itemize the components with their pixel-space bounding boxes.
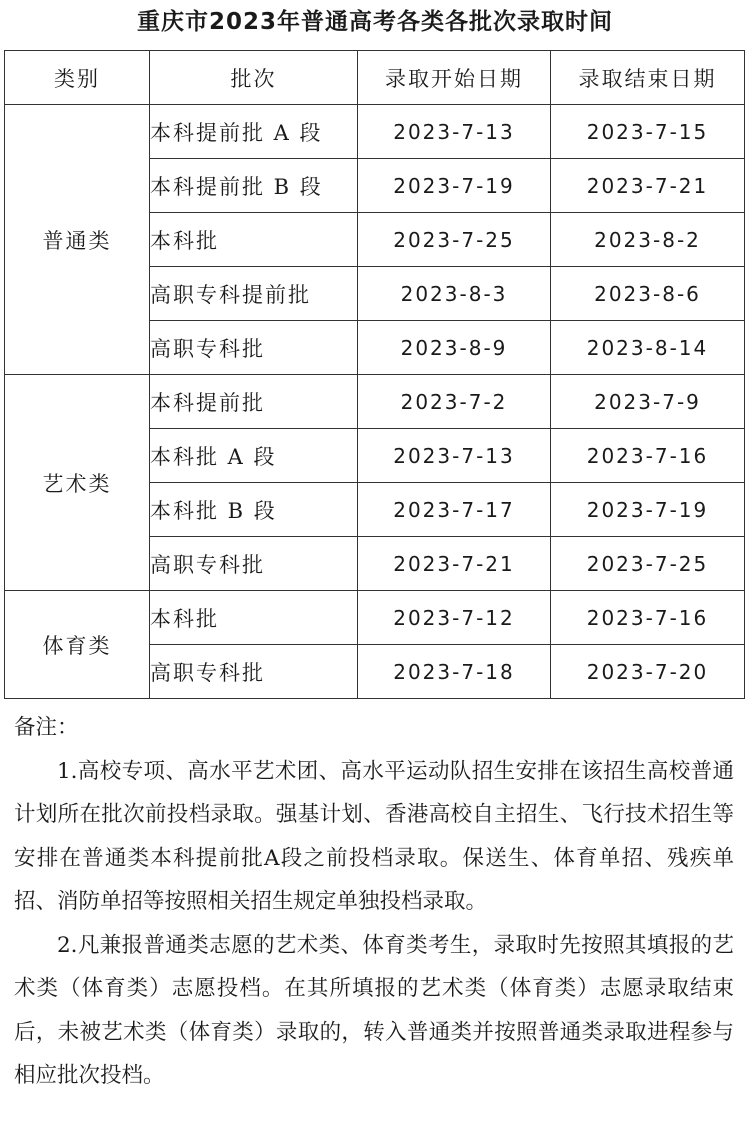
start-date-cell: 2023-7-18 bbox=[358, 645, 551, 699]
batch-cell: 本科批 bbox=[150, 213, 358, 267]
category-cell-art: 艺术类 bbox=[5, 375, 150, 591]
start-date-cell: 2023-7-21 bbox=[358, 537, 551, 591]
notes-heading: 备注： bbox=[14, 715, 79, 740]
end-date-cell: 2023-8-6 bbox=[551, 267, 745, 321]
end-date-cell: 2023-7-16 bbox=[551, 429, 745, 483]
notes-section bbox=[14, 706, 734, 1098]
category-cell-sports: 体育类 bbox=[5, 591, 150, 699]
start-date-cell: 2023-8-3 bbox=[358, 267, 551, 321]
batch-cell: 高职专科批 bbox=[150, 537, 358, 591]
end-date-cell: 2023-8-2 bbox=[551, 213, 745, 267]
batch-cell: 本科批 B 段 bbox=[150, 483, 358, 537]
end-date-cell: 2023-7-25 bbox=[551, 537, 745, 591]
start-date-cell: 2023-8-9 bbox=[358, 321, 551, 375]
end-date-cell: 2023-7-16 bbox=[551, 591, 745, 645]
table-row bbox=[5, 591, 745, 645]
batch-cell: 高职专科批 bbox=[150, 645, 358, 699]
header-batch: 批次 bbox=[150, 51, 358, 105]
start-date-cell: 2023-7-12 bbox=[358, 591, 551, 645]
end-date-cell: 2023-8-14 bbox=[551, 321, 745, 375]
start-date-cell: 2023-7-13 bbox=[358, 105, 551, 159]
batch-cell: 高职专科提前批 bbox=[150, 267, 358, 321]
header-start-date: 录取开始日期 bbox=[358, 51, 551, 105]
document-title: 重庆市2023年普通高考各类各批次录取时间 bbox=[136, 9, 613, 35]
note-paragraph-1: 1.高校专项、高水平艺术团、高水平运动队招生安排在该招生高校普通计划所在批次前投档录取。强基计划、香港高校自主招生、飞行技术招生等安排在普通类本科提前批A段之前投档录取。保送生、体育单招、残疾单招、消防单招等按照相关招生规定单独投档录取。 bbox=[14, 758, 734, 914]
start-date-cell: 2023-7-19 bbox=[358, 159, 551, 213]
batch-cell: 本科批 bbox=[150, 591, 358, 645]
start-date-cell: 2023-7-13 bbox=[358, 429, 551, 483]
admission-schedule-table bbox=[4, 50, 745, 699]
end-date-cell: 2023-7-15 bbox=[551, 105, 745, 159]
end-date-cell: 2023-7-9 bbox=[551, 375, 745, 429]
start-date-cell: 2023-7-17 bbox=[358, 483, 551, 537]
batch-cell: 本科提前批 B 段 bbox=[150, 159, 358, 213]
start-date-cell: 2023-7-2 bbox=[358, 375, 551, 429]
table-row bbox=[5, 375, 745, 429]
header-category: 类别 bbox=[5, 51, 150, 105]
table-row bbox=[5, 105, 745, 159]
batch-cell: 本科提前批 A 段 bbox=[150, 105, 358, 159]
batch-cell: 高职专科批 bbox=[150, 321, 358, 375]
end-date-cell: 2023-7-20 bbox=[551, 645, 745, 699]
end-date-cell: 2023-7-19 bbox=[551, 483, 745, 537]
table-header-row bbox=[5, 51, 745, 105]
category-cell-general: 普通类 bbox=[5, 105, 150, 375]
start-date-cell: 2023-7-25 bbox=[358, 213, 551, 267]
header-end-date: 录取结束日期 bbox=[551, 51, 745, 105]
end-date-cell: 2023-7-21 bbox=[551, 159, 745, 213]
batch-cell: 本科批 A 段 bbox=[150, 429, 358, 483]
batch-cell: 本科提前批 bbox=[150, 375, 358, 429]
note-paragraph-2: 2.凡兼报普通类志愿的艺术类、体育类考生，录取时先按照其填报的艺术类（体育类）志愿投档。在其所填报的艺术类（体育类）志愿录取结束后，未被艺术类（体育类）录取的，转入普通类并按照普通类录取进程参与相应批次投档。 bbox=[14, 932, 734, 1088]
